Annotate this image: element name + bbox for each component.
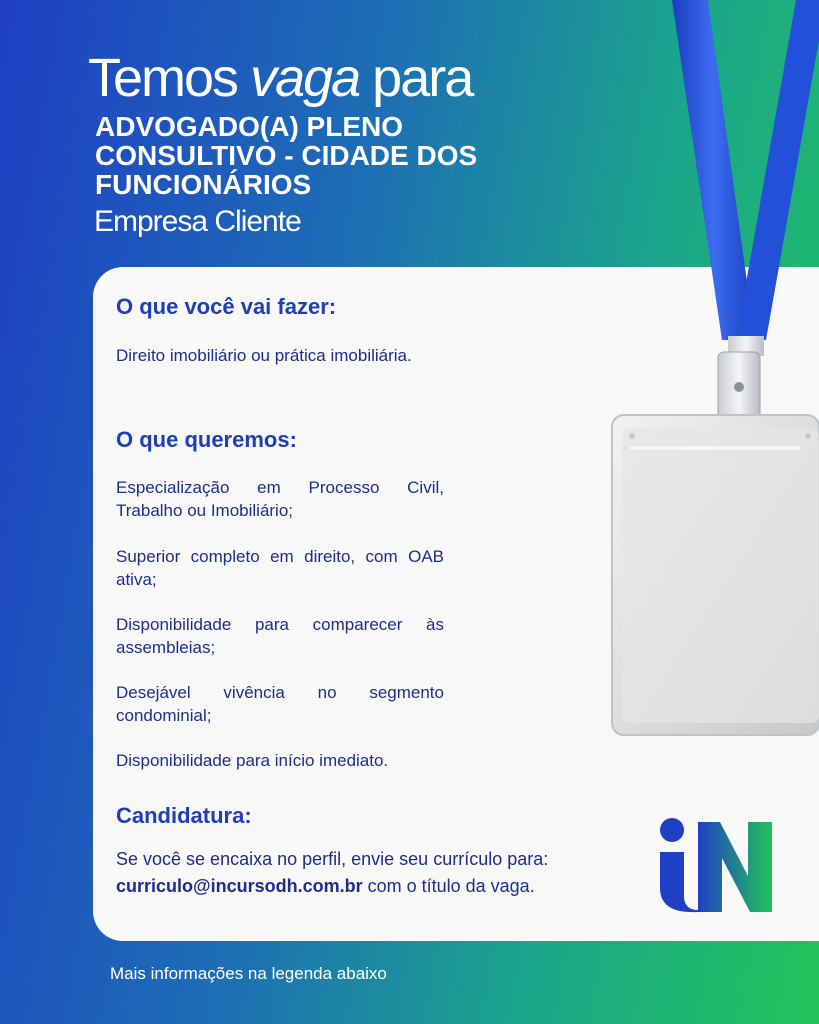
headline-emphasis: vaga	[250, 48, 360, 108]
apply-text	[116, 846, 556, 900]
section-title-doing: O que você vai fazer:	[116, 294, 337, 319]
doing-text: Direito imobiliário ou prática imobiliária.	[116, 346, 412, 365]
headline-part2: para	[359, 48, 473, 108]
apply-email[interactable]: curriculo@incursodh.com.br	[116, 876, 363, 896]
company-name: Empresa Cliente	[94, 205, 301, 238]
requirement-item: Superior completo em direito, com OAB ativa;	[116, 547, 444, 589]
job-role: ADVOGADO(A) PLENO CONSULTIVO - CIDADE DOS FUNCIONÁRIOS	[95, 111, 478, 200]
id-badge-lanyard-icon	[560, 0, 819, 780]
footer-note: Mais informações na legenda abaixo	[110, 964, 387, 983]
headline-part1: Temos	[88, 48, 251, 108]
requirement-item: Desejável vivência no segmento condominial;	[116, 683, 444, 725]
headline	[88, 48, 472, 108]
requirement-item: Disponibilidade para comparecer às assembleias;	[116, 615, 444, 657]
apply-text-after: com o título da vaga.	[362, 876, 535, 896]
apply-text-before: Se você se encaixa no perfil, envie seu currículo para:	[116, 849, 549, 869]
section-title-want: O que queremos:	[116, 427, 297, 452]
section-title-apply: Candidatura:	[116, 803, 252, 828]
in-logo-icon	[658, 818, 774, 914]
requirement-item: Disponibilidade para início imediato.	[116, 751, 389, 770]
requirement-item: Especialização em Processo Civil, Trabalho ou Imobiliário;	[116, 478, 444, 520]
